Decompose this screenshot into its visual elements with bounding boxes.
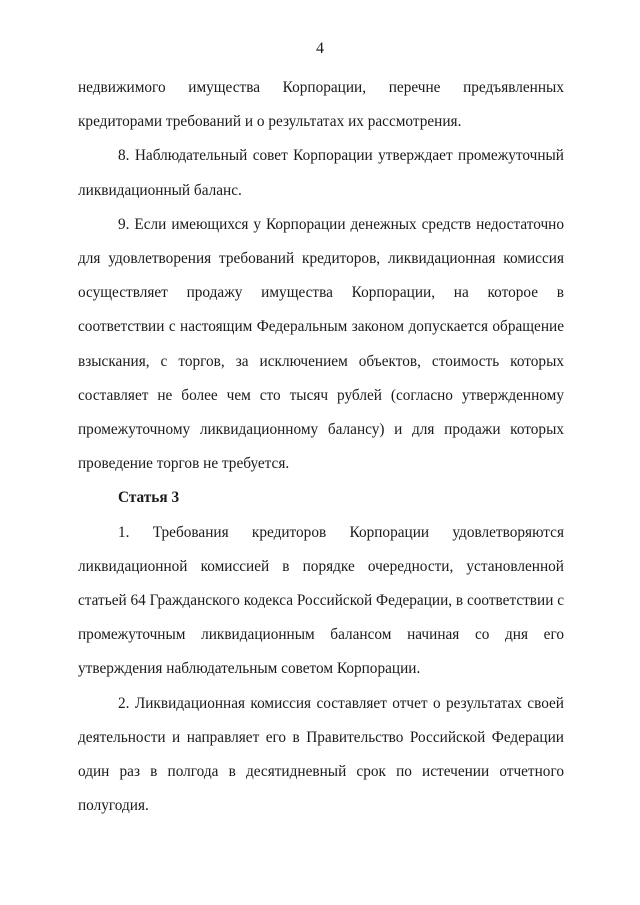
- article-3-paragraph-1: 1. Требования кредиторов Корпорации удовлетворяются ликвидационной комиссией в порядке очередности, установленной статьей 64 Гражданского кодекса Российской Федерации, в соответствии с промежуточным ликвидационным балансом начиная со дня его утверждения наблюдательным советом Корпорации.: [78, 523, 565, 678]
- paragraph-8: 8. Наблюдательный совет Корпорации утверждает промежуточный ликвидационный баланс.: [78, 147, 564, 199]
- article-3-heading: Статья 3: [118, 489, 180, 507]
- paragraph-continuation: недвижимого имущества Корпорации, перечне предъявленных кредиторами требований и о результатах их рассмотрения.: [78, 79, 564, 131]
- document-body: [78, 71, 564, 823]
- paragraph-9: 9. Если имеющихся у Корпорации денежных средств недостаточно для удовлетворения требований кредиторов, ликвидационная комиссия осуществляет продажу имущества Корпорации, на которое в соответствии с настоящим Федеральным законом допускается обращение взыскания, с торгов, за исключением объектов, стоимость которых составляет не более чем сто тысяч рублей (согласно утвержденному промежуточному ликвидационному балансу) и для продажи которых проведение торгов не требуется.: [78, 215, 564, 473]
- page-number: 4: [316, 40, 324, 57]
- article-3-paragraph-2: 2. Ликвидационная комиссия составляет отчет о результатах своей деятельности и направляет его в Правительство Российской Федерации один раз в полгода в десятидневный срок по истечении отчетного полугодия.: [78, 694, 564, 815]
